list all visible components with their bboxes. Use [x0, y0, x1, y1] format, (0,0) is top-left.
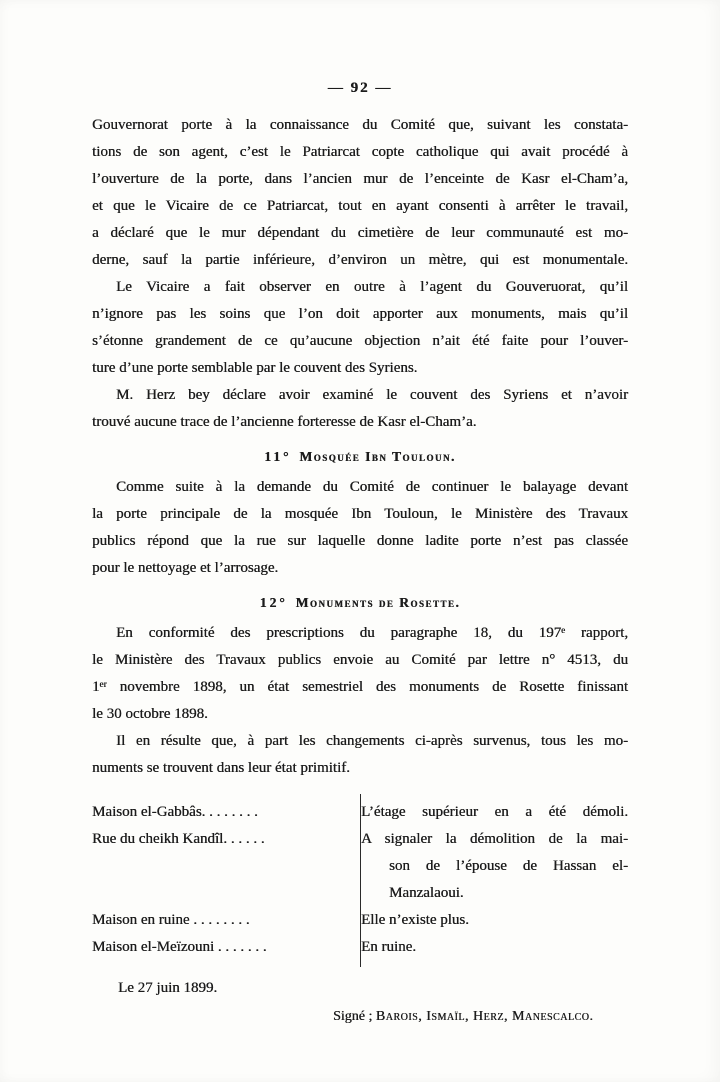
text-line: En ruine. — [361, 939, 416, 955]
text-line: s’étonne grandement de ce qu’aucune objection n’ait été faite pour l’ouver- — [92, 333, 628, 349]
text-line: ture d’une porte semblable par le couvent des Syriens. — [92, 360, 418, 376]
status-cell — [361, 826, 629, 907]
paragraph — [92, 112, 628, 274]
table-row — [92, 794, 628, 826]
text-line: le 30 octobre 1898. — [92, 706, 208, 722]
table-row — [92, 907, 628, 934]
section-heading-12 — [92, 592, 628, 614]
section-heading-11 — [92, 446, 628, 468]
text-line: et que le Vicaire de ce Patriarcat, tout en ayant consenti à arrêter le travail, — [92, 198, 628, 214]
status-cell — [361, 934, 629, 967]
text-line: 1ᵉʳ novembre 1898, un état semestriel des monuments de Rosette finissant — [92, 679, 628, 695]
text-line: A signaler la démolition de la mai- — [361, 831, 628, 847]
text-line: Comme suite à la demande du Comité de continuer le balayage devant — [116, 479, 628, 495]
text-line: le Ministère des Travaux publics envoie au Comité par lettre n° 4513, du — [92, 652, 628, 668]
table-row — [92, 934, 628, 967]
text-line: a déclaré que le mur dépendant du cimetière de leur communauté est mo- — [92, 225, 628, 241]
text-line: Elle n’existe plus. — [361, 912, 469, 928]
text-line: M. Herz bey déclare avoir examiné le couvent des Syriens et n’avoir — [116, 387, 628, 403]
signature-line — [92, 1005, 628, 1029]
text-line: Gouvernorat porte à la connaissance du Comité que, suivant les constata- — [92, 117, 628, 133]
text-line: publics répond que la rue sur laquelle donne ladite porte n’est pas classée — [92, 533, 628, 549]
signature-prefix: Signé ; — [333, 1009, 373, 1024]
text-line: n’ignore pas les soins que l’on doit apporter aux monuments, mais qu’il — [92, 306, 628, 322]
text-line: L’étage supérieur en a été démoli. — [361, 804, 628, 820]
text-line: Le Vicaire a fait observer en outre à l’agent du Gouveruorat, qu’il — [116, 279, 628, 295]
text-line: pour le nettoyage et l’arrosage. — [92, 560, 279, 576]
paragraph — [92, 728, 628, 782]
status-cell — [361, 794, 629, 826]
text-line: la porte principale de la mosquée Ibn Touloun, le Ministère des Travaux — [92, 506, 628, 522]
paragraph — [92, 620, 628, 728]
status-cell — [361, 907, 629, 934]
section-number: 11° — [264, 449, 292, 464]
table-row — [92, 826, 628, 907]
text-line: derne, sauf la partie inférieure, d’environ un mètre, qui est monumentale. — [92, 252, 628, 268]
section-title: Monuments de Rosette. — [295, 595, 461, 610]
paragraph — [92, 274, 628, 382]
text-line: Manzalaoui. — [389, 885, 464, 901]
monuments-table — [92, 794, 628, 967]
text-line: son de l’épouse de Hassan el- — [389, 858, 628, 874]
text-line: tions de son agent, c’est le Patriarcat copte catholique qui avait procédé à — [92, 144, 628, 160]
page-number: — 92 — — [327, 80, 393, 96]
text-line: numents se trouvent dans leur état primitif. — [92, 760, 350, 776]
paragraph — [92, 474, 628, 582]
text-line: l’ouverture de la porte, dans l’ancien mur de l’enceinte de Kasr el-Cham’a, — [92, 171, 628, 187]
text-line: En conformité des prescriptions du paragraphe 18, du 197ᵉ rapport, — [116, 625, 628, 641]
monument-name-cell: Maison el-Gabbâs. . . . . . . . — [92, 804, 258, 820]
monument-name-cell: Rue du cheikh Kandîl. . . . . . — [92, 831, 265, 847]
paragraph — [92, 382, 628, 436]
monument-name-cell: Maison en ruine . . . . . . . . — [92, 912, 250, 928]
section-title: Mosquée Ibn Touloun. — [299, 449, 456, 464]
text-line: trouvé aucune trace de l’ancienne forteresse de Kasr el-Cham’a. — [92, 414, 477, 430]
section-number: 12° — [259, 595, 288, 610]
page-content — [92, 112, 628, 1029]
monument-name-cell: Maison el-Meïzouni . . . . . . . — [92, 939, 267, 955]
signature-names: Barois, Ismaïl, Herz, Manescalco. — [375, 1009, 594, 1024]
text-line: Il en résulte que, à part les changements ci-après survenus, tous les mo- — [116, 733, 628, 749]
date-line: Le 27 juin 1899. — [118, 980, 218, 996]
